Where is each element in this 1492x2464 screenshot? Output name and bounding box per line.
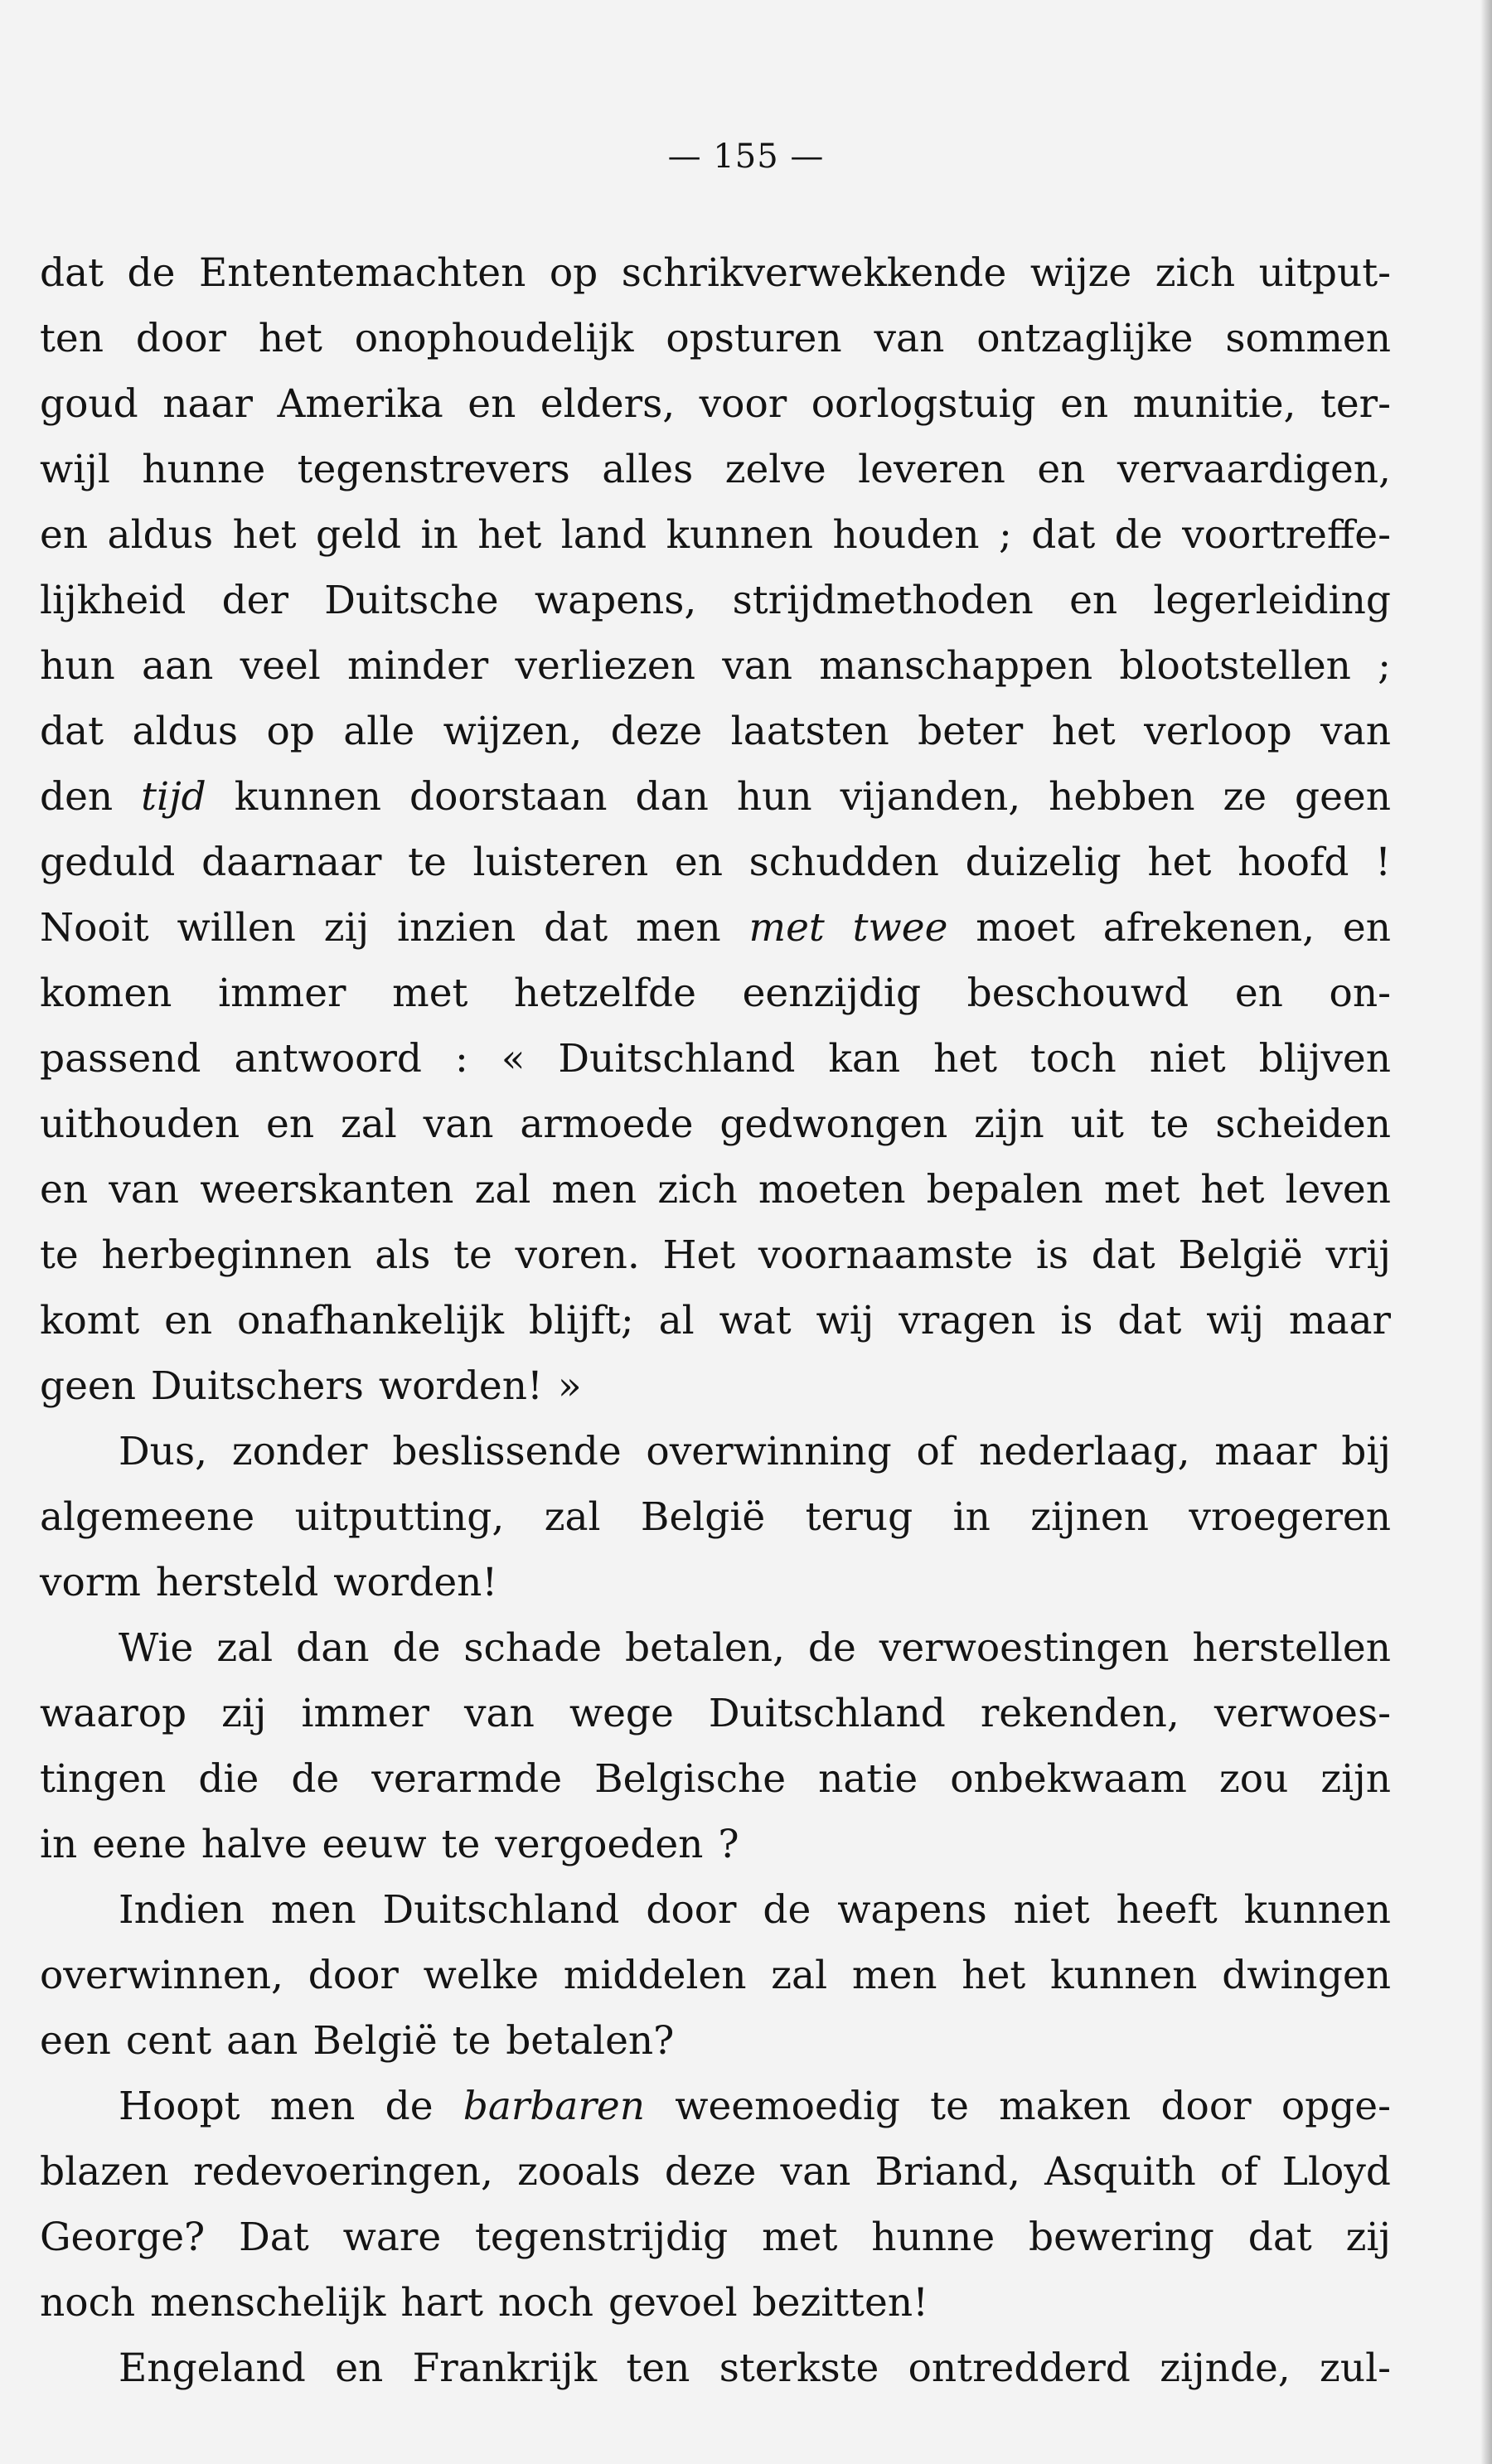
italic-word: met twee [748,905,948,951]
text-line: komen immer met hetzelfde eenzijdig beschouwd en on- [40,971,1391,1016]
text-line: blazen redevoeringen, zooals deze van Briand, Asquith of Lloyd [40,2149,1391,2195]
text-line: in eene halve eeuw te vergoeden ? [40,1822,739,1867]
text-line: George? Dat ware tegenstrijdig met hunne bewering dat zij [40,2215,1391,2260]
text-line: Indien men Duitschland door de wapens niet heeft kunnen [119,1887,1391,1933]
text-line: hun aan veel minder verliezen van manschappen blootstellen ; [40,643,1391,689]
text-line: ten door het onophoudelijk opsturen van ontzaglijke sommen [40,316,1391,361]
text-line: Hoopt men de barbaren weemoedig te maken door opge- [119,2084,1391,2129]
text-line: Wie zal dan de schade betalen, de verwoestingen herstellen [119,1625,1391,1671]
text-line: vorm hersteld worden! [40,1560,498,1605]
text-line: geen Duitschers worden! » [40,1363,582,1409]
text-line: tingen die de verarmde Belgische natie onbekwaam zou zijn [40,1756,1391,1802]
text-line: dat aldus op alle wijzen, deze laatsten beter het verloop van [40,709,1391,754]
text-line: te herbeginnen als te voren. Het voornaamste is dat België vrij [40,1232,1391,1278]
text-line: en van weerskanten zal men zich moeten bepalen met het leven [40,1167,1391,1213]
text-line: algemeene uitputting, zal België terug in zijnen vroegeren [40,1494,1391,1540]
text-line: noch menschelijk hart noch gevoel bezitten! [40,2280,928,2326]
page-edge-shadow [1480,0,1492,2464]
text-line: Dus, zonder beslissende overwinning of nederlaag, maar bij [119,1429,1391,1474]
text-line: geduld daarnaar te luisteren en schudden duizelig het hoofd ! [40,840,1391,885]
text-line: komt en onafhankelijk blijft; al wat wij vragen is dat wij maar [40,1298,1391,1343]
text-line: uithouden en zal van armoede gedwongen zijn uit te scheiden [40,1101,1391,1147]
text-line: passend antwoord : « Duitschland kan het toch niet blijven [40,1036,1391,1082]
text-line: overwinnen, door welke middelen zal men het kunnen dwingen [40,1953,1391,1998]
text-line: den tijd kunnen doorstaan dan hun vijanden, hebben ze geen [40,774,1391,820]
text-line: Engeland en Frankrijk ten sterkste ontredderd zijnde, zul- [119,2345,1391,2391]
text-line: goud naar Amerika en elders, voor oorlogstuig en munitie, ter- [40,381,1391,427]
page-number: — 155 — [667,138,825,176]
text-line: een cent aan België te betalen? [40,2018,675,2064]
text-line: en aldus het geld in het land kunnen houden ; dat de voortreffe- [40,512,1391,558]
italic-word: barbaren [463,2084,645,2129]
text-line: waarop zij immer van wege Duitschland rekenden, verwoes- [40,1691,1391,1736]
text-line: wijl hunne tegenstrevers alles zelve leveren en vervaardigen, [40,447,1391,492]
italic-word: tijd [141,774,206,820]
text-line: lijkheid der Duitsche wapens, strijdmethoden en legerleiding [40,578,1391,623]
text-line: dat de Ententemachten op schrikverwekkende wijze zich uitput- [40,250,1391,296]
text-line: Nooit willen zij inzien dat men met twee moet afrekenen, en [40,905,1391,951]
